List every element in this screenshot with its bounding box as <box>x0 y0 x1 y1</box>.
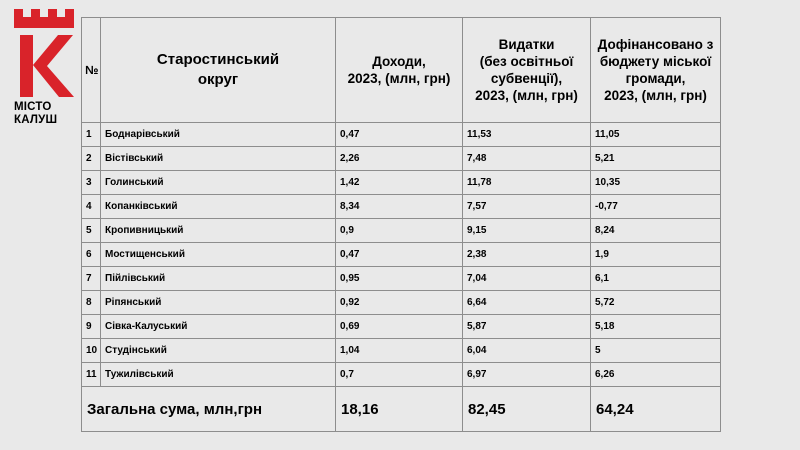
row-number: 3 <box>82 171 101 195</box>
table-header-row <box>82 18 721 123</box>
column-header-district: Старостинський округ <box>101 18 336 123</box>
cofinanced-value: 1,9 <box>591 243 721 267</box>
table-row <box>82 363 721 387</box>
row-number: 9 <box>82 315 101 339</box>
row-number: 11 <box>82 363 101 387</box>
row-number: 5 <box>82 219 101 243</box>
district-name: Голинський <box>101 171 336 195</box>
table-row <box>82 243 721 267</box>
row-number: 1 <box>82 123 101 147</box>
table-row <box>82 339 721 363</box>
income-value: 0,9 <box>336 219 463 243</box>
cofinanced-value: 10,35 <box>591 171 721 195</box>
cofinanced-value: 5 <box>591 339 721 363</box>
income-value: 0,95 <box>336 267 463 291</box>
total-row <box>82 387 721 432</box>
total-label: Загальна сума, млн,грн <box>82 387 336 432</box>
row-number: 8 <box>82 291 101 315</box>
table-row <box>82 291 721 315</box>
row-number: 2 <box>82 147 101 171</box>
income-value: 1,42 <box>336 171 463 195</box>
expenses-value: 7,04 <box>463 267 591 291</box>
income-value: 1,04 <box>336 339 463 363</box>
logo-caption <box>14 101 57 127</box>
expenses-value: 9,15 <box>463 219 591 243</box>
cofinanced-value: 8,24 <box>591 219 721 243</box>
income-value: 8,34 <box>336 195 463 219</box>
expenses-value: 11,53 <box>463 123 591 147</box>
table-row <box>82 267 721 291</box>
income-value: 0,92 <box>336 291 463 315</box>
cofinanced-value: 5,72 <box>591 291 721 315</box>
expenses-value: 6,04 <box>463 339 591 363</box>
cofinanced-value: 5,21 <box>591 147 721 171</box>
table-row <box>82 219 721 243</box>
income-value: 0,47 <box>336 123 463 147</box>
district-name: Тужилівський <box>101 363 336 387</box>
table-body <box>82 123 721 387</box>
row-number: 7 <box>82 267 101 291</box>
expenses-value: 7,57 <box>463 195 591 219</box>
kalush-k-emblem-icon <box>14 9 76 101</box>
district-name: Мостищенський <box>101 243 336 267</box>
income-value: 0,69 <box>336 315 463 339</box>
expenses-value: 6,97 <box>463 363 591 387</box>
district-name: Пійлівський <box>101 267 336 291</box>
table-row <box>82 123 721 147</box>
expenses-value: 5,87 <box>463 315 591 339</box>
district-name: Копанківський <box>101 195 336 219</box>
column-header-income: Доходи, 2023, (млн, грн) <box>336 18 463 123</box>
expenses-value: 11,78 <box>463 171 591 195</box>
income-value: 0,7 <box>336 363 463 387</box>
district-name: Студінський <box>101 339 336 363</box>
table-row <box>82 315 721 339</box>
total-cofinanced: 64,24 <box>591 387 721 432</box>
district-name: Сівка-Калуський <box>101 315 336 339</box>
row-number: 10 <box>82 339 101 363</box>
cofinanced-value: 5,18 <box>591 315 721 339</box>
logo-caption-line2: КАЛУШ <box>14 114 58 126</box>
cofinanced-value: -0,77 <box>591 195 721 219</box>
cofinanced-value: 6,1 <box>591 267 721 291</box>
district-name: Боднарівський <box>101 123 336 147</box>
table-row <box>82 171 721 195</box>
cofinanced-value: 11,05 <box>591 123 721 147</box>
budget-table <box>81 17 721 432</box>
expenses-value: 6,64 <box>463 291 591 315</box>
district-name: Ріпянський <box>101 291 336 315</box>
table-row <box>82 195 721 219</box>
total-income: 18,16 <box>336 387 463 432</box>
expenses-value: 7,48 <box>463 147 591 171</box>
table-row <box>82 147 721 171</box>
income-value: 2,26 <box>336 147 463 171</box>
row-number: 6 <box>82 243 101 267</box>
cofinanced-value: 6,26 <box>591 363 721 387</box>
row-number: 4 <box>82 195 101 219</box>
total-expenses: 82,45 <box>463 387 591 432</box>
district-name: Вістівський <box>101 147 336 171</box>
column-header-cofinanced: Дофінансовано з бюджету міської громади, 2023, (млн, грн) <box>591 18 721 123</box>
district-name: Кропивницький <box>101 219 336 243</box>
city-logo <box>14 9 76 131</box>
logo-caption-line1: МІСТО <box>14 101 52 113</box>
column-header-number: № <box>82 18 101 123</box>
income-value: 0,47 <box>336 243 463 267</box>
expenses-value: 2,38 <box>463 243 591 267</box>
column-header-expenses: Видатки (без освітньої субвенції), 2023, (млн, грн) <box>463 18 591 123</box>
